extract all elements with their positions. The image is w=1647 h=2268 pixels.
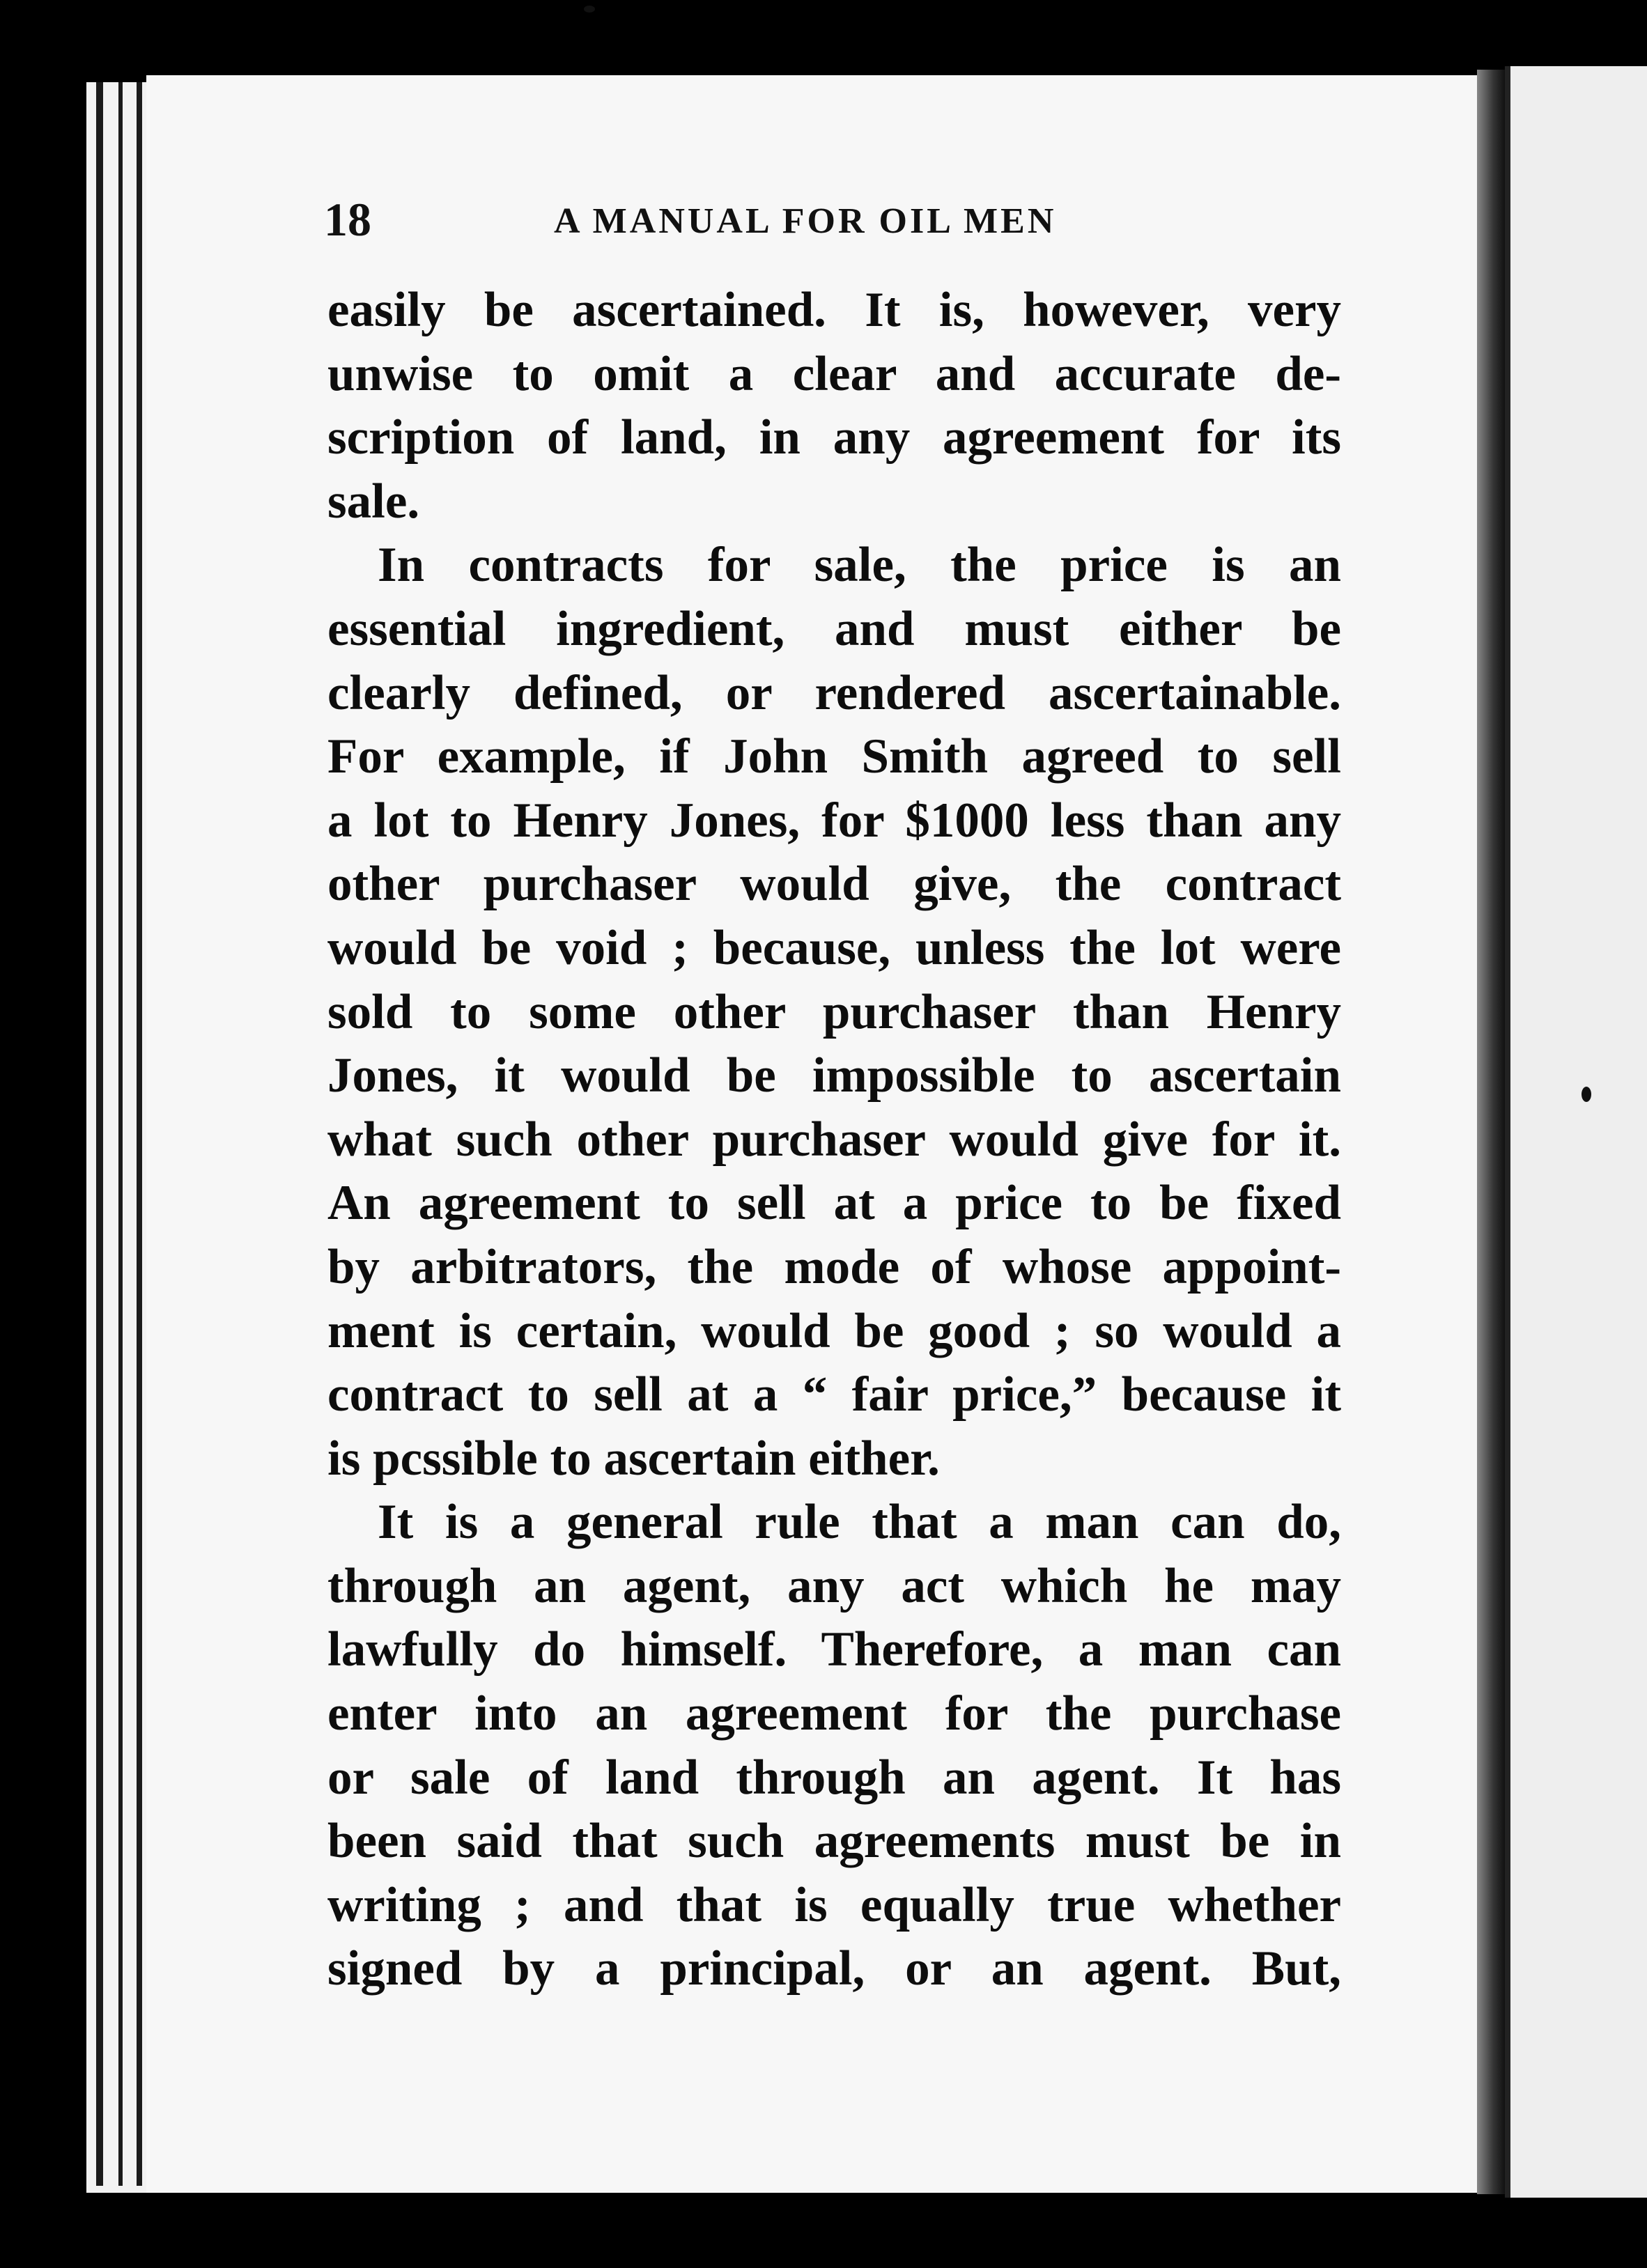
text-line: through an agent, any act which he may (327, 1558, 1341, 1613)
binding-line (118, 82, 123, 2186)
text-line: writing ; and that is equally true whether (327, 1877, 1341, 1932)
text-line: easily be ascertained. It is, however, very (327, 283, 1341, 337)
text-line: sold to some other purchaser than Henry (327, 984, 1341, 1039)
running-head (324, 188, 1341, 251)
ink-speck (1582, 1087, 1591, 1102)
paragraph-3 (327, 1491, 1341, 2001)
page-gutter-shadow (1477, 70, 1505, 2194)
text-line: or sale of land through an agent. It has (327, 1750, 1341, 1805)
text-line: by arbitrators, the mode of whose appoint- (327, 1239, 1341, 1294)
text-line: essential ingredient, and must either be (327, 601, 1341, 656)
text-line: An agreement to sell at a price to be fixed (327, 1176, 1341, 1231)
body-text (327, 279, 1341, 2001)
next-page (1510, 66, 1647, 2198)
text-line: enter into an agreement for the purchase (327, 1686, 1341, 1741)
paragraph-2 (327, 534, 1341, 1491)
text-line: clearly defined, or rendered ascertainable. (327, 665, 1341, 720)
binding-line (96, 82, 103, 2186)
text-line: It is a general rule that a man can do, (378, 1495, 1341, 1550)
text-line: unwise to omit a clear and accurate de- (327, 346, 1341, 401)
text-line: signed by a principal, or an agent. But, (327, 1941, 1341, 1996)
text-line: sale. (327, 474, 420, 529)
text-line: lawfully do himself. Therefore, a man can (327, 1622, 1341, 1677)
text-line: In contracts for sale, the price is an (378, 538, 1341, 593)
text-line: For example, if John Smith agreed to sell (327, 729, 1341, 784)
text-line: Jones, it would be impossible to ascertain (327, 1048, 1341, 1103)
text-line: ment is certain, would be good ; so would a (327, 1303, 1341, 1358)
ink-speck (584, 6, 595, 13)
text-line: been said that such agreements must be in (327, 1814, 1341, 1869)
running-title: A MANUAL FOR OIL MEN (554, 201, 1057, 241)
binding-line (137, 82, 142, 2186)
paragraph-1 (327, 279, 1341, 534)
text-line: other purchaser would give, the contract (327, 857, 1341, 912)
text-line: what such other purchaser would give for it. (327, 1112, 1341, 1167)
page-number: 18 (324, 193, 371, 246)
text-line: contract to sell at a “ fair price,” because it (327, 1367, 1341, 1422)
text-line: would be void ; because, unless the lot were (327, 920, 1341, 975)
text-line: is pcssible to ascertain either. (327, 1431, 940, 1486)
text-line: a lot to Henry Jones, for $1000 less than any (327, 793, 1341, 848)
text-line: scription of land, in any agreement for its (327, 410, 1341, 465)
